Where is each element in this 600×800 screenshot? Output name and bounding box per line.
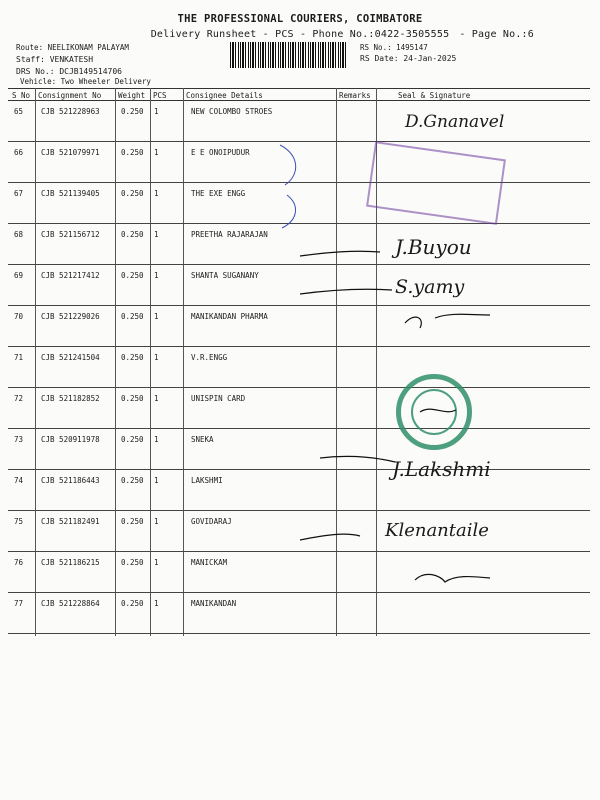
row-sno: 70 — [14, 312, 24, 321]
row-consignment-no: CJB 521079971 — [41, 148, 100, 157]
row-pcs: 1 — [154, 107, 159, 116]
pen-mark — [300, 289, 392, 294]
row-weight: 0.250 — [121, 599, 144, 608]
row-weight: 0.250 — [121, 148, 144, 157]
row-pcs: 1 — [154, 435, 159, 444]
row-weight: 0.250 — [121, 558, 144, 567]
row-weight: 0.250 — [121, 271, 144, 280]
row-sno: 73 — [14, 435, 24, 444]
row-consignment-no: CJB 521186443 — [41, 476, 100, 485]
row-consignee: SHANTA SUGANANY — [191, 271, 259, 280]
row-weight: 0.250 — [121, 230, 144, 239]
row-pcs: 1 — [154, 599, 159, 608]
row-consignment-no: CJB 521156712 — [41, 230, 100, 239]
row-weight: 0.250 — [121, 517, 144, 526]
row-pcs: 1 — [154, 353, 159, 362]
col-pcs: PCS — [153, 91, 167, 100]
row-weight: 0.250 — [121, 435, 144, 444]
row-weight: 0.250 — [121, 107, 144, 116]
pen-mark — [300, 251, 380, 256]
row-sno: 65 — [14, 107, 24, 116]
row-sno: 72 — [14, 394, 24, 403]
row-sno: 74 — [14, 476, 24, 485]
row-consignee: MANIKANDAN PHARMA — [191, 312, 268, 321]
row-pcs: 1 — [154, 312, 159, 321]
row-sno: 69 — [14, 271, 24, 280]
row-weight: 0.250 — [121, 476, 144, 485]
pen-mark — [300, 534, 360, 540]
col-seal-signature: Seal & Signature — [398, 91, 471, 100]
row-consignee: THE EXE ENGG — [191, 189, 246, 198]
row-pcs: 1 — [154, 394, 159, 403]
pen-mark — [280, 145, 296, 185]
page-number: - Page No.:6 — [459, 29, 534, 40]
row-consignee: GOVIDARAJ — [191, 517, 232, 526]
row-sno: 76 — [14, 558, 24, 567]
row-pcs: 1 — [154, 517, 159, 526]
row-consignment-no: CJB 521228963 — [41, 107, 100, 116]
col-remarks: Remarks — [339, 91, 371, 100]
row-consignee: MANICKAM — [191, 558, 228, 567]
signature-row-75: Klenantaile — [385, 520, 489, 541]
row-consignment-no: CJB 521139405 — [41, 189, 100, 198]
pen-mark — [320, 456, 395, 462]
col-sno: S No — [12, 91, 31, 100]
row-weight: 0.250 — [121, 312, 144, 321]
row-pcs: 1 — [154, 230, 159, 239]
signature-row-68: J.Buyou — [395, 235, 472, 259]
row-pcs: 1 — [154, 271, 159, 280]
row-weight: 0.250 — [121, 189, 144, 198]
row-sno: 67 — [14, 189, 24, 198]
row-pcs: 1 — [154, 189, 159, 198]
row-sno: 66 — [14, 148, 24, 157]
row-consignment-no: CJB 521229026 — [41, 312, 100, 321]
runsheet-label: Delivery Runsheet - PCS - Phone No.:0422-3505555 — [150, 29, 450, 40]
row-consignee: UNISPIN CARD — [191, 394, 246, 403]
rs-date: RS Date: 24-Jan-2025 — [360, 54, 457, 63]
signature-row-65: D.Gnanavel — [405, 112, 505, 132]
row-pcs: 1 — [154, 476, 159, 485]
row-pcs: 1 — [154, 148, 159, 157]
row-consignee: SNEKA — [191, 435, 214, 444]
row-weight: 0.250 — [121, 353, 144, 362]
signature-row-72 — [420, 409, 456, 412]
row-consignment-no: CJB 521186215 — [41, 558, 100, 567]
row-consignee: NEW COLOMBO STROES — [191, 107, 273, 116]
vehicle-label: Vehicle: Two Wheeler Delivery — [20, 77, 151, 86]
row-consignment-no: CJB 520911978 — [41, 435, 100, 444]
row-consignee: LAKSHMI — [191, 476, 223, 485]
col-weight: Weight — [118, 91, 146, 100]
row-weight: 0.250 — [121, 394, 144, 403]
signature-row-69: S.yamy — [395, 276, 465, 298]
row-sno: 68 — [14, 230, 24, 239]
drs-number: DRS No.: DCJB149514706 — [16, 67, 122, 76]
row-sno: 77 — [14, 599, 24, 608]
staff-label: Staff: VENKATESH — [16, 55, 94, 64]
row-consignee: PREETHA RAJARAJAN — [191, 230, 268, 239]
pen-mark — [282, 195, 296, 228]
row-sno: 75 — [14, 517, 24, 526]
signature-row-74: J.Lakshmi — [392, 457, 491, 481]
col-consignee: Consignee Details — [186, 91, 263, 100]
rs-number: RS No.: 1495147 — [360, 43, 428, 52]
route-label: Route: NEELIKONAM PALAYAM — [16, 43, 129, 52]
row-sno: 71 — [14, 353, 24, 362]
col-consignment: Consignment No — [38, 91, 102, 100]
row-consignment-no: CJB 521217412 — [41, 271, 100, 280]
row-consignment-no: CJB 521182491 — [41, 517, 100, 526]
row-pcs: 1 — [154, 558, 159, 567]
row-consignee: E E ONOIPUDUR — [191, 148, 250, 157]
row-consignment-no: CJB 521241504 — [41, 353, 100, 362]
row-consignment-no: CJB 521182852 — [41, 394, 100, 403]
row-consignee: MANIKANDAN — [191, 599, 237, 608]
signature-row-76 — [415, 574, 490, 582]
company-title: THE PROFESSIONAL COURIERS, COIMBATORE — [177, 13, 423, 25]
row-consignee: V.R.ENGG — [191, 353, 228, 362]
signature-row-70 — [405, 314, 490, 328]
row-consignment-no: CJB 521228864 — [41, 599, 100, 608]
